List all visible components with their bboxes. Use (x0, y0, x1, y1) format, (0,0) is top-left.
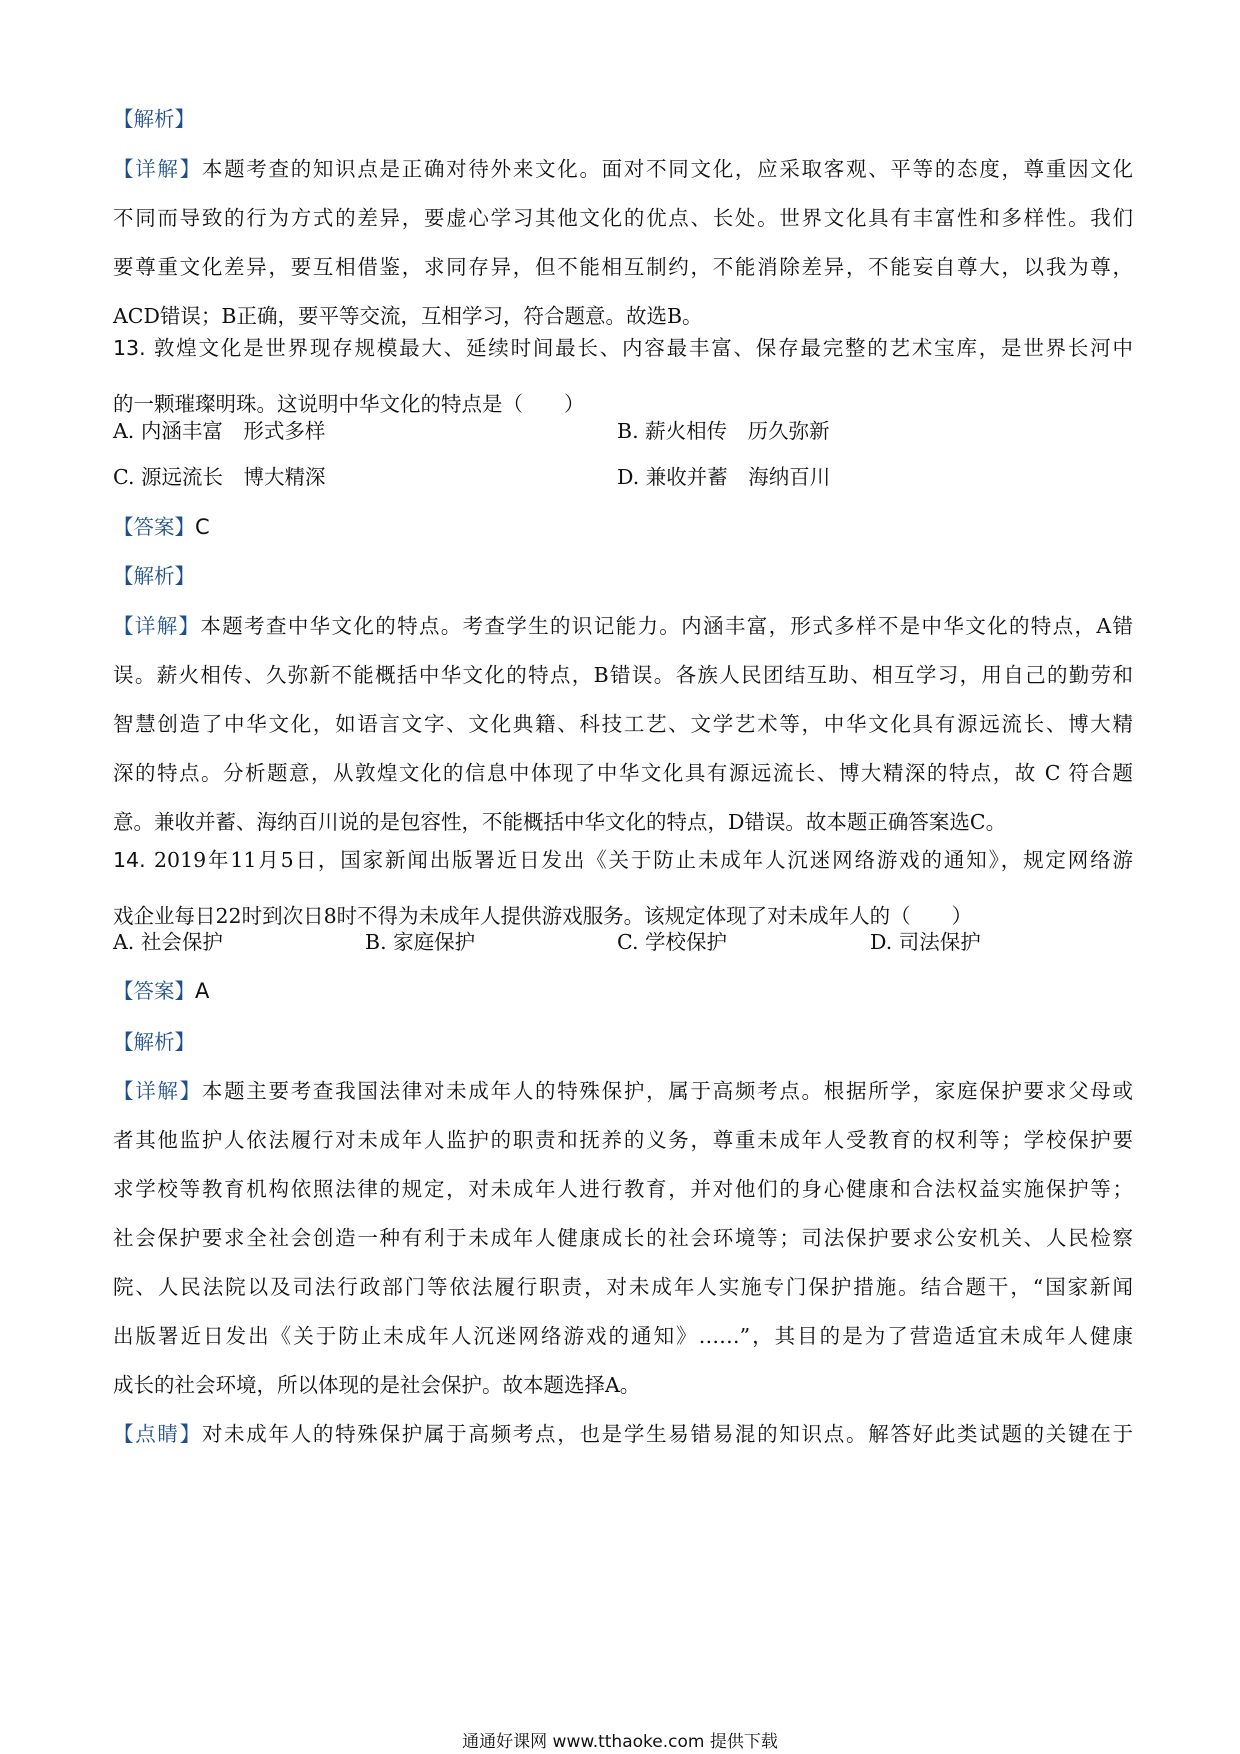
q14-detail-line-6: 出版署近日发出《关于防止未成年人沉迷网络游戏的通知》……”，其目的是为了营造适宜未成年人健康 (113, 1324, 1133, 1348)
q13-detail-line-4: 深的特点。分析题意，从敦煌文化的信息中体现了中华文化具有源远流长、博大精深的特点，故 C 符合题 (113, 761, 1133, 785)
analysis-tag: 【解析】 (113, 1030, 195, 1054)
answer-tag: 【答案】 (113, 515, 195, 539)
answer-tag: 【答案】 (113, 979, 195, 1003)
q12-detail-line-2: 不同而导致的行为方式的差异，要虚心学习其他文化的优点、长处。世界文化具有丰富性和多样性。我们 (113, 206, 1133, 230)
detail-tag: 【详解】 (113, 1079, 202, 1103)
q14-detail-text-1: 本题主要考查我国法律对未成年人的特殊保护，属于高频考点。根据所学，家庭保护要求父母或 (201, 1079, 1134, 1103)
q14-option-b: B. 家庭保护 (365, 930, 476, 954)
q13-option-a: A. 内涵丰富 形式多样 (113, 419, 326, 443)
q13-number: 13. (113, 336, 146, 360)
q13-option-c: C. 源远流长 博大精深 (113, 465, 326, 489)
detail-tag: 【详解】 (113, 614, 201, 638)
page-footer: 通通好课网 www.tthaoke.com 提供下载 (462, 1732, 778, 1752)
tip-tag: 【点睛】 (113, 1422, 202, 1446)
detail-tag: 【详解】 (113, 157, 202, 181)
q14-stem-text-1: 2019年11月5日，国家新闻出版署近日发出《关于防止未成年人沉迷网络游戏的通知》，规定网络游 (153, 848, 1133, 872)
q13-detail-text-1: 本题考查中华文化的特点。考查学生的识记能力。内涵丰富，形式多样不是中华文化的特点，A错 (200, 614, 1134, 638)
q13-detail-line-5: 意。兼收并蓄、海纳百川说的是包容性，不能概括中华文化的特点，D错误。故本题正确答案选C。 (113, 810, 1007, 834)
q13-option-b: B. 薪火相传 历久弥新 (617, 419, 830, 443)
q13-analysis-label (113, 561, 195, 591)
q14-detail-line-2: 者其他监护人依法履行对未成年人监护的职责和抚养的义务，尊重未成年人受教育的权利等；学校保护要 (113, 1128, 1133, 1152)
q14-answer (113, 976, 209, 1006)
q14-stem-line-1 (113, 832, 1133, 888)
q13-answer-value: C (195, 515, 210, 539)
q13-stem-text-1: 敦煌文化是世界现存规模最大、延续时间最长、内容最丰富、保存最完整的艺术宝库，是世界长河中 (153, 336, 1133, 360)
q13-detail-line-3: 智慧创造了中华文化，如语言文字、文化典籍、科技工艺、文学艺术等，中华文化具有源远流长、博大精 (113, 712, 1133, 736)
q14-option-a: A. 社会保护 (113, 930, 223, 954)
q14-answer-value: A (195, 979, 210, 1003)
q13-stem-line-1 (113, 320, 1133, 376)
q12-detail-line-3: 要尊重文化差异，要互相借鉴，求同存异，但不能相互制约，不能消除差异，不能妄自尊大，以我为尊， (113, 255, 1133, 279)
q14-detail-line-5: 院、人民法院以及司法行政部门等依法履行职责，对未成年人实施专门保护措施。结合题干，“国家新闻 (113, 1275, 1133, 1299)
q12-detail-text-1: 本题考查的知识点是正确对待外来文化。面对不同文化，应采取客观、平等的态度，尊重因文化 (201, 157, 1134, 181)
q12-analysis-label (113, 104, 195, 134)
q14-number: 14. (113, 848, 146, 872)
q14-option-c: C. 学校保护 (617, 930, 727, 954)
analysis-tag: 【解析】 (113, 107, 195, 131)
q13-detail-line-2: 误。薪火相传、久弥新不能概括中华文化的特点，B错误。各族人民团结互助、相互学习，用自己的勤劳和 (113, 663, 1133, 687)
q12-detail-line-4: ACD错误；B正确，要平等交流，互相学习，符合题意。故选B。 (113, 304, 703, 328)
q13-detail-line-1 (113, 602, 1133, 651)
q14-option-d: D. 司法保护 (870, 930, 981, 954)
q14-tip-text: 对未成年人的特殊保护属于高频考点，也是学生易错易混的知识点。解答好此类试题的关键在于 (201, 1422, 1134, 1446)
q14-analysis-label (113, 1027, 195, 1057)
q13-detail (113, 602, 1133, 847)
q14-stem-line-2: 戏企业每日22时到次日8时不得为未成年人提供游戏服务。该规定体现了对未成年人的（ ） (113, 904, 973, 928)
q12-detail (113, 145, 1133, 341)
q14-detail-line-4: 社会保护要求全社会创造一种有利于未成年人健康成长的社会环境等；司法保护要求公安机关、人民检察 (113, 1226, 1133, 1250)
q14-detail (113, 1067, 1133, 1459)
q12-detail-line-1 (113, 145, 1133, 194)
q14-detail-line-3: 求学校等教育机构依照法律的规定，对未成年人进行教育，并对他们的身心健康和合法权益实施保护等； (113, 1177, 1133, 1201)
q14-detail-line-7: 成长的社会环境，所以体现的是社会保护。故本题选择A。 (113, 1373, 641, 1397)
q13-option-d: D. 兼收并蓄 海纳百川 (617, 465, 831, 489)
q14-tip-line (113, 1410, 1133, 1459)
q13-answer (113, 512, 210, 542)
q13-stem-line-2: 的一颗璀璨明珠。这说明中华文化的特点是（ ） (113, 392, 585, 416)
analysis-tag: 【解析】 (113, 564, 195, 588)
q14-detail-line-1 (113, 1067, 1133, 1116)
